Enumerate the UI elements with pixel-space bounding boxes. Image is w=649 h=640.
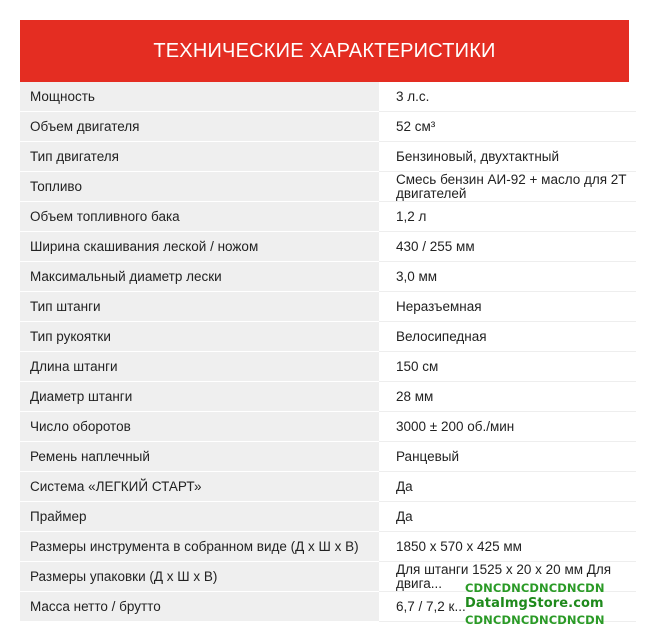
spec-value: Бензиновый, двухтактный: [379, 142, 636, 172]
spec-key: Длина штанги: [20, 352, 379, 382]
spec-value: 1850 х 570 х 425 мм: [379, 532, 636, 562]
table-row: [20, 202, 636, 232]
watermark: [465, 580, 635, 628]
spec-value: 52 см³: [379, 112, 636, 142]
spec-value: Да: [379, 502, 636, 532]
table-row: [20, 142, 636, 172]
spec-value: Ранцевый: [379, 442, 636, 472]
watermark-line: CDNCDNCDNCDNCDN: [465, 581, 605, 595]
spec-key: Тип рукоятки: [20, 322, 379, 352]
spec-value: Для штанги 1525 х 20 х 20 мм Для двига...: [379, 562, 636, 592]
table-row: [20, 502, 636, 532]
table-row: [20, 262, 636, 292]
spec-key: Мощность: [20, 82, 379, 112]
spec-value: 3 л.с.: [379, 82, 636, 112]
spec-value: 3000 ± 200 об./мин: [379, 412, 636, 442]
table-row: [20, 172, 636, 202]
specs-header: [20, 20, 629, 82]
table-row: [20, 232, 636, 262]
spec-key: Тип двигателя: [20, 142, 379, 172]
spec-value: 6,7 / 7,2 к...: [379, 592, 636, 622]
specs-table: [20, 82, 636, 622]
spec-key: Система «ЛЕГКИЙ СТАРТ»: [20, 472, 379, 502]
spec-value: Неразъемная: [379, 292, 636, 322]
spec-key: Число оборотов: [20, 412, 379, 442]
spec-value: 28 мм: [379, 382, 636, 412]
spec-key: Объем топливного бака: [20, 202, 379, 232]
spec-value: 430 / 255 мм: [379, 232, 636, 262]
table-row: [20, 352, 636, 382]
spec-value: Смесь бензин АИ-92 + масло для 2Т двигателей: [379, 172, 636, 202]
spec-value: Велосипедная: [379, 322, 636, 352]
spec-key: Диаметр штанги: [20, 382, 379, 412]
table-row: [20, 442, 636, 472]
spec-key: Ремень наплечный: [20, 442, 379, 472]
table-row: [20, 112, 636, 142]
spec-value: 1,2 л: [379, 202, 636, 232]
spec-key: Максимальный диаметр лески: [20, 262, 379, 292]
spec-key: Тип штанги: [20, 292, 379, 322]
spec-value: 150 см: [379, 352, 636, 382]
spec-key: Ширина скашивания леской / ножом: [20, 232, 379, 262]
table-row: [20, 412, 636, 442]
watermark-line: CDNCDNCDNCDNCDN: [465, 613, 605, 627]
table-row: [20, 532, 636, 562]
table-row: [20, 292, 636, 322]
table-row: [20, 322, 636, 352]
watermark-brand: DataImgStore.com: [465, 596, 604, 611]
table-row: [20, 472, 636, 502]
table-row: [20, 382, 636, 412]
spec-value: Да: [379, 472, 636, 502]
spec-key: Праймер: [20, 502, 379, 532]
spec-key: Размеры упаковки (Д х Ш х В): [20, 562, 379, 592]
spec-value: 3,0 мм: [379, 262, 636, 292]
spec-key: Размеры инструмента в собранном виде (Д х Ш х В): [20, 532, 379, 562]
spec-key: Топливо: [20, 172, 379, 202]
table-row: [20, 82, 636, 112]
page-title: ТЕХНИЧЕСКИЕ ХАРАКТЕРИСТИКИ: [153, 39, 496, 62]
spec-key: Объем двигателя: [20, 112, 379, 142]
spec-key: Масса нетто / брутто: [20, 592, 379, 622]
specs-card: [20, 20, 629, 620]
